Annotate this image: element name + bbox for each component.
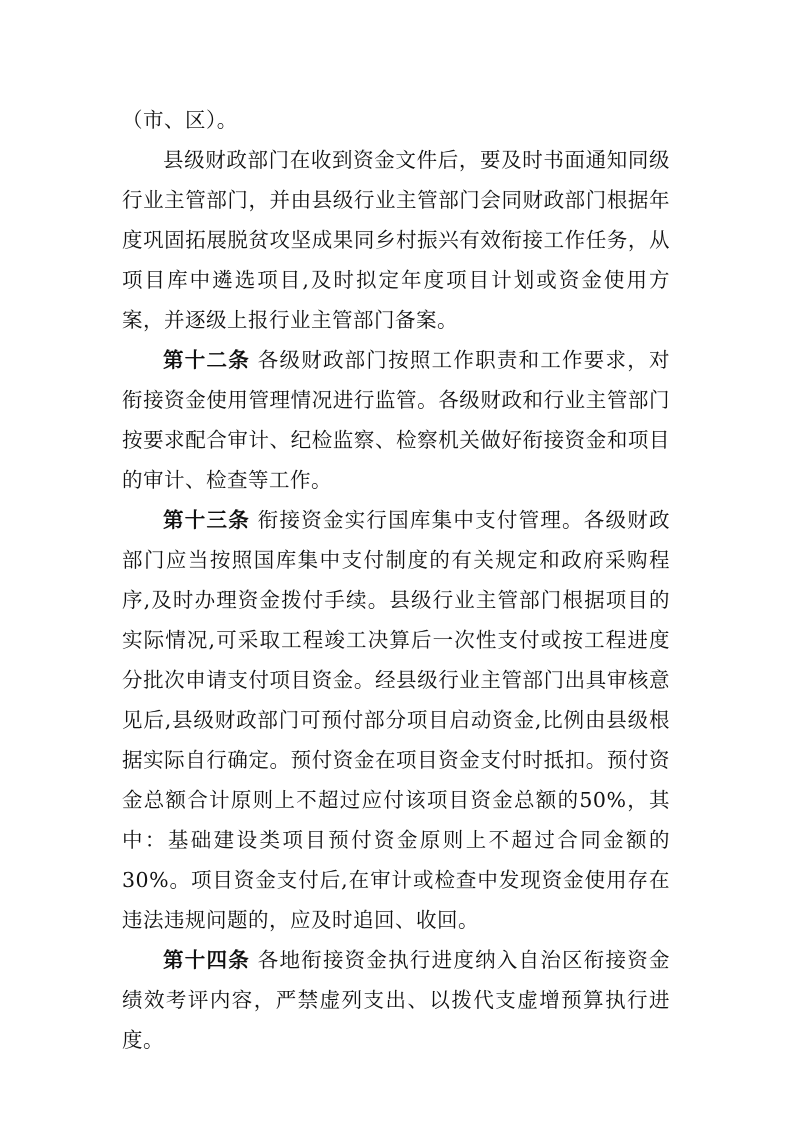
paragraph-text: （市、区）。 [122,108,238,132]
article-13 [122,500,670,940]
document-page [122,100,670,1060]
article-text: 各级财政部门按照工作职责和工作要求，对衔接资金使用管理情况进行监管。各级财政和行业主管部门按要求配合审计、纪检监察、检察机关做好衔接资金和项目的审计、检查等工作。 [122,348,671,492]
article-text: 各地衔接资金执行进度纳入自治区衔接资金绩效考评内容，严禁虚列支出、以拨代支虚增预算执行进度。 [122,948,671,1052]
paragraph-fund-notification [122,140,670,340]
article-text: 衔接资金实行国库集中支付管理。各级财政部门应当按照国库集中支付制度的有关规定和政府采购程序,及时办理资金拨付手续。县级行业主管部门根据项目的实际情况,可采取工程竣工决算后一次性支付或按工程进度分批次申请支付项目资金。经县级行业主管部门出具审核意见后,县级财政部门可预付部分项目启动资金,比例由县级根据实际自行确定。预付资金在项目资金支付时抵扣。预付资金总额合计原则上不超过应付该项目资金总额的50%，其中：基础建设类项目预付资金原则上不超过合同金额的30%。项目资金支付后,在审计或检查中发现资金使用存在违法违规问题的，应及时追回、收回。 [122,508,671,932]
article-number: 第十三条 [163,508,250,532]
article-number: 第十四条 [163,948,250,972]
article-12 [122,340,670,500]
article-number: 第十二条 [163,348,250,372]
paragraph-continuation [122,100,670,140]
article-14 [122,940,670,1060]
paragraph-text: 县级财政部门在收到资金文件后，要及时书面通知同级行业主管部门，并由县级行业主管部门会同财政部门根据年度巩固拓展脱贫攻坚成果同乡村振兴有效衔接工作任务，从项目库中遴选项目,及时拟定年度项目计划或资金使用方案，并逐级上报行业主管部门备案。 [122,148,670,332]
